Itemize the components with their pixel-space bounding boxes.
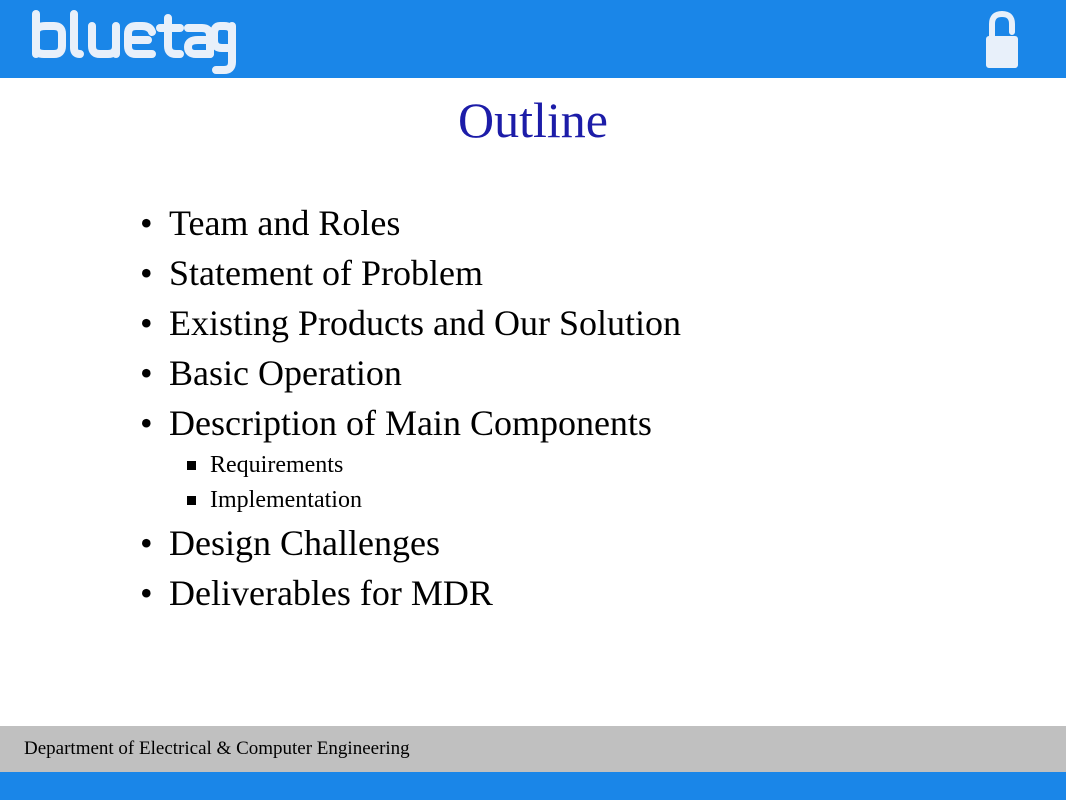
outline-item-main-components [140,398,681,448]
bullet-icon: • [140,523,153,563]
bluetag-logo [20,2,240,76]
square-bullet-icon [187,461,196,470]
outline-item-deliverables [140,568,681,618]
outline-item-label: Design Challenges [169,523,440,563]
outline-item-design-challenges [140,518,681,568]
footer-department: Department of Electrical & Computer Engineering [24,738,410,759]
bullet-icon: • [140,253,153,293]
outline-subitem-implementation [140,483,681,518]
outline-subitem-label: Requirements [210,452,344,478]
outline-item-label: Description of Main Components [169,403,652,443]
outline-item-label: Basic Operation [169,353,402,393]
outline-item-label: Team and Roles [169,203,401,243]
outline-subitem-requirements [140,448,681,483]
outline-item-basic-operation [140,348,681,398]
bullet-icon: • [140,203,153,243]
outline-item-label: Deliverables for MDR [169,573,493,613]
outline-subitem-label: Implementation [210,487,362,513]
bottom-accent-bar [0,772,1066,800]
outline-item-label: Statement of Problem [169,253,483,293]
slide-title: Outline [458,92,608,148]
bullet-icon: • [140,403,153,443]
square-bullet-icon [187,496,196,505]
bullet-icon: • [140,303,153,343]
bullet-icon: • [140,573,153,613]
outline-item-statement-of-problem [140,248,681,298]
padlock-icon [982,10,1022,70]
outline-item-label: Existing Products and Our Solution [169,303,681,343]
bullet-icon: • [140,353,153,393]
outline-list [140,198,681,618]
outline-item-existing-products [140,298,681,348]
outline-item-team-and-roles [140,198,681,248]
header-bar [0,0,1066,78]
